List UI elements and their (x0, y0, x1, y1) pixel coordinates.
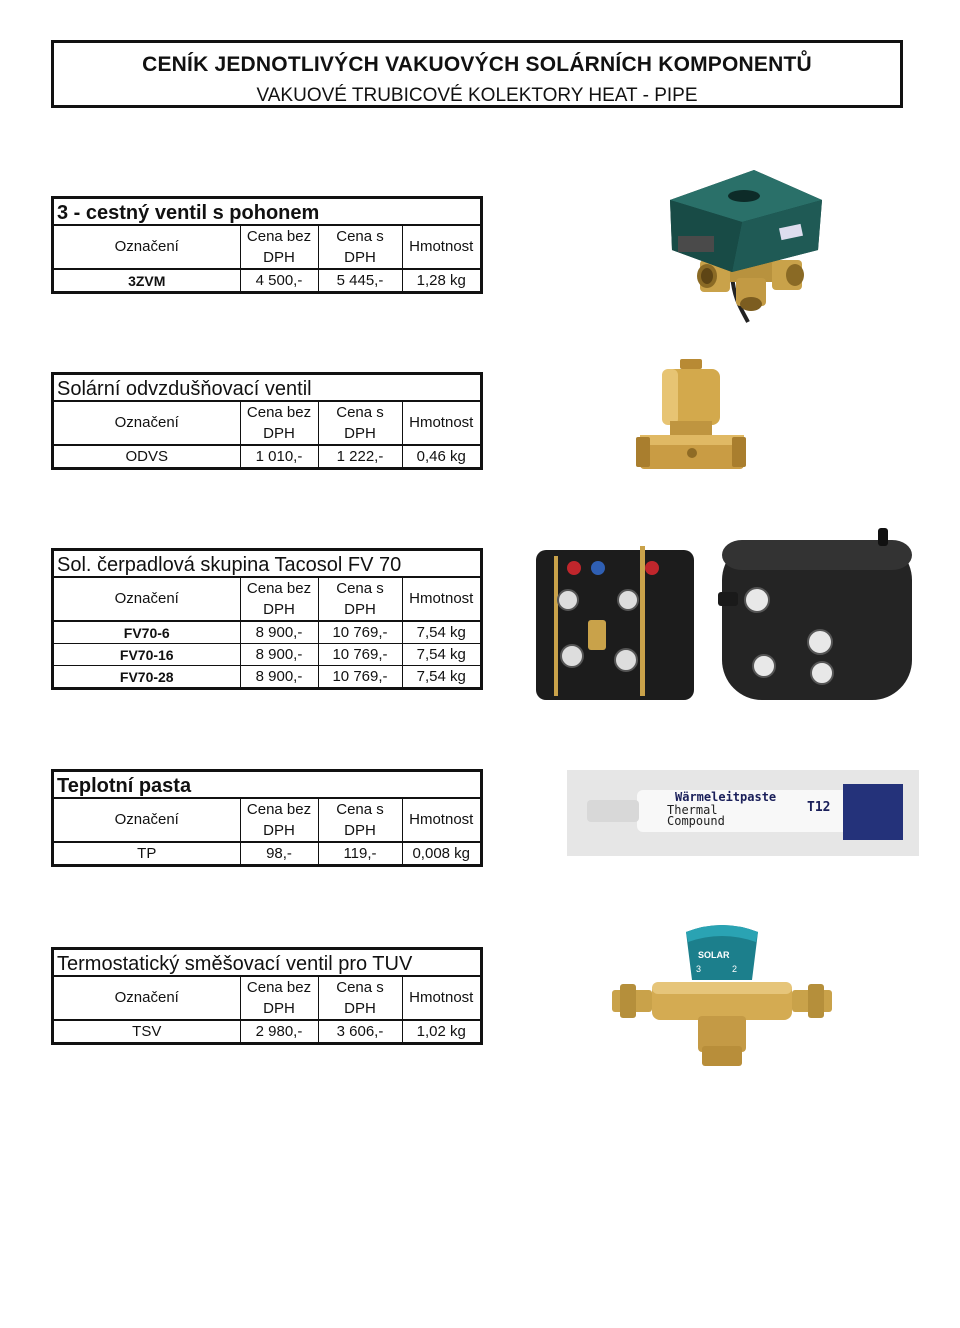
column-header-price-net: Cena bez DPH (240, 578, 318, 621)
table-header-row (54, 226, 480, 269)
cell-code: FV70-16 (54, 644, 240, 666)
cell-price-gross: 10 769,- (318, 621, 402, 644)
column-header-price-gross: Cena s DPH (318, 402, 402, 445)
cell-code: TSV (132, 1023, 162, 1040)
column-header-weight: Hmotnost (402, 799, 480, 842)
column-header-code: Označení (54, 578, 240, 621)
price-table (54, 799, 480, 864)
column-header-price-net: Cena bez DPH (240, 226, 318, 269)
price-table (54, 578, 480, 687)
cell-price-gross: 119,- (318, 842, 402, 864)
mixing-valve-photo (612, 920, 832, 1070)
mixing-valve-icon (612, 920, 832, 1070)
cell-price-gross: 10 769,- (318, 666, 402, 688)
table-row (54, 666, 480, 688)
section-title: Teplotní pasta (54, 772, 480, 799)
page-subtitle: VAKUOVÉ TRUBICOVÉ KOLEKTORY HEAT - PIPE (256, 85, 698, 106)
column-header-code: Označení (54, 977, 240, 1020)
cell-price-net: 1 010,- (240, 445, 318, 467)
cell-weight: 0,46 kg (402, 445, 480, 467)
cell-price-gross: 3 606,- (318, 1020, 402, 1042)
table-row (54, 644, 480, 666)
pump-group-photo (532, 528, 922, 703)
table-row (54, 269, 480, 291)
column-header-price-gross: Cena s DPH (318, 977, 402, 1020)
three-way-valve-photo (662, 160, 832, 325)
section-title: Sol. čerpadlová skupina Tacosol FV 70 (54, 551, 480, 578)
cell-price-net: 8 900,- (240, 621, 318, 644)
section-title: 3 - cestný ventil s pohonem (54, 199, 480, 226)
air-vent-valve-photo (636, 355, 756, 480)
section-3-way-valve (51, 196, 483, 294)
price-table (54, 402, 480, 467)
table-row (54, 1020, 480, 1042)
cell-weight: 1,28 kg (402, 269, 480, 291)
table-row (54, 842, 480, 864)
thermal-paste-tube-icon (567, 770, 919, 856)
cell-price-net: 4 500,- (240, 269, 318, 291)
cell-weight: 0,008 kg (402, 842, 480, 864)
mixer-cap-label: SOLAR (698, 950, 730, 960)
table-header-row (54, 799, 480, 842)
paste-label-code: T12 (807, 800, 831, 815)
price-table (54, 226, 480, 291)
column-header-price-gross: Cena s DPH (318, 226, 402, 269)
cell-weight: 7,54 kg (402, 644, 480, 666)
paste-label-line3: Compound (667, 814, 725, 828)
cell-price-gross: 10 769,- (318, 644, 402, 666)
section-mixing-valve (51, 947, 483, 1045)
column-header-weight: Hmotnost (402, 226, 480, 269)
cell-code: FV70-6 (54, 621, 240, 644)
cell-weight: 7,54 kg (402, 621, 480, 644)
column-header-code: Označení (54, 402, 240, 445)
section-title: Solární odvzdušňovací ventil (54, 375, 480, 402)
section-air-vent-valve (51, 372, 483, 470)
column-header-price-gross: Cena s DPH (318, 799, 402, 842)
cell-price-net: 8 900,- (240, 644, 318, 666)
section-thermal-paste (51, 769, 483, 867)
mixer-cap-number-right: 2 (732, 964, 738, 974)
cell-price-gross: 1 222,- (318, 445, 402, 467)
table-row (54, 445, 480, 467)
column-header-weight: Hmotnost (402, 977, 480, 1020)
cell-code: TP (137, 845, 157, 862)
cell-weight: 1,02 kg (402, 1020, 480, 1042)
table-header-row (54, 402, 480, 445)
column-header-price-net: Cena bez DPH (240, 977, 318, 1020)
price-table (54, 977, 480, 1042)
column-header-weight: Hmotnost (402, 578, 480, 621)
mixer-cap-number-left: 3 (696, 964, 702, 974)
cell-code: 3ZVM (128, 272, 166, 289)
cell-price-net: 2 980,- (240, 1020, 318, 1042)
column-header-weight: Hmotnost (402, 402, 480, 445)
cell-price-net: 8 900,- (240, 666, 318, 688)
table-header-row (54, 578, 480, 621)
price-list-header (51, 40, 903, 108)
page-title: CENÍK JEDNOTLIVÝCH VAKUOVÝCH SOLÁRNÍCH KOMPONENTŮ (142, 53, 812, 76)
paste-label-line1: Wärmeleitpaste (675, 790, 777, 804)
table-row (54, 621, 480, 644)
table-header-row (54, 977, 480, 1020)
column-header-price-gross: Cena s DPH (318, 578, 402, 621)
column-header-price-net: Cena bez DPH (240, 402, 318, 445)
section-pump-group (51, 548, 483, 690)
section-title: Termostatický směšovací ventil pro TUV (54, 950, 480, 977)
column-header-code: Označení (54, 226, 240, 269)
cell-code: ODVS (125, 448, 168, 465)
cell-code: FV70-28 (119, 668, 174, 685)
cell-price-net: 98,- (240, 842, 318, 864)
paste-label-line2: Thermal (667, 803, 718, 817)
cell-weight: 7,54 kg (402, 666, 480, 688)
cell-price-gross: 5 445,- (318, 269, 402, 291)
column-header-price-net: Cena bez DPH (240, 799, 318, 842)
thermal-paste-photo (567, 770, 919, 856)
column-header-code: Označení (54, 799, 240, 842)
